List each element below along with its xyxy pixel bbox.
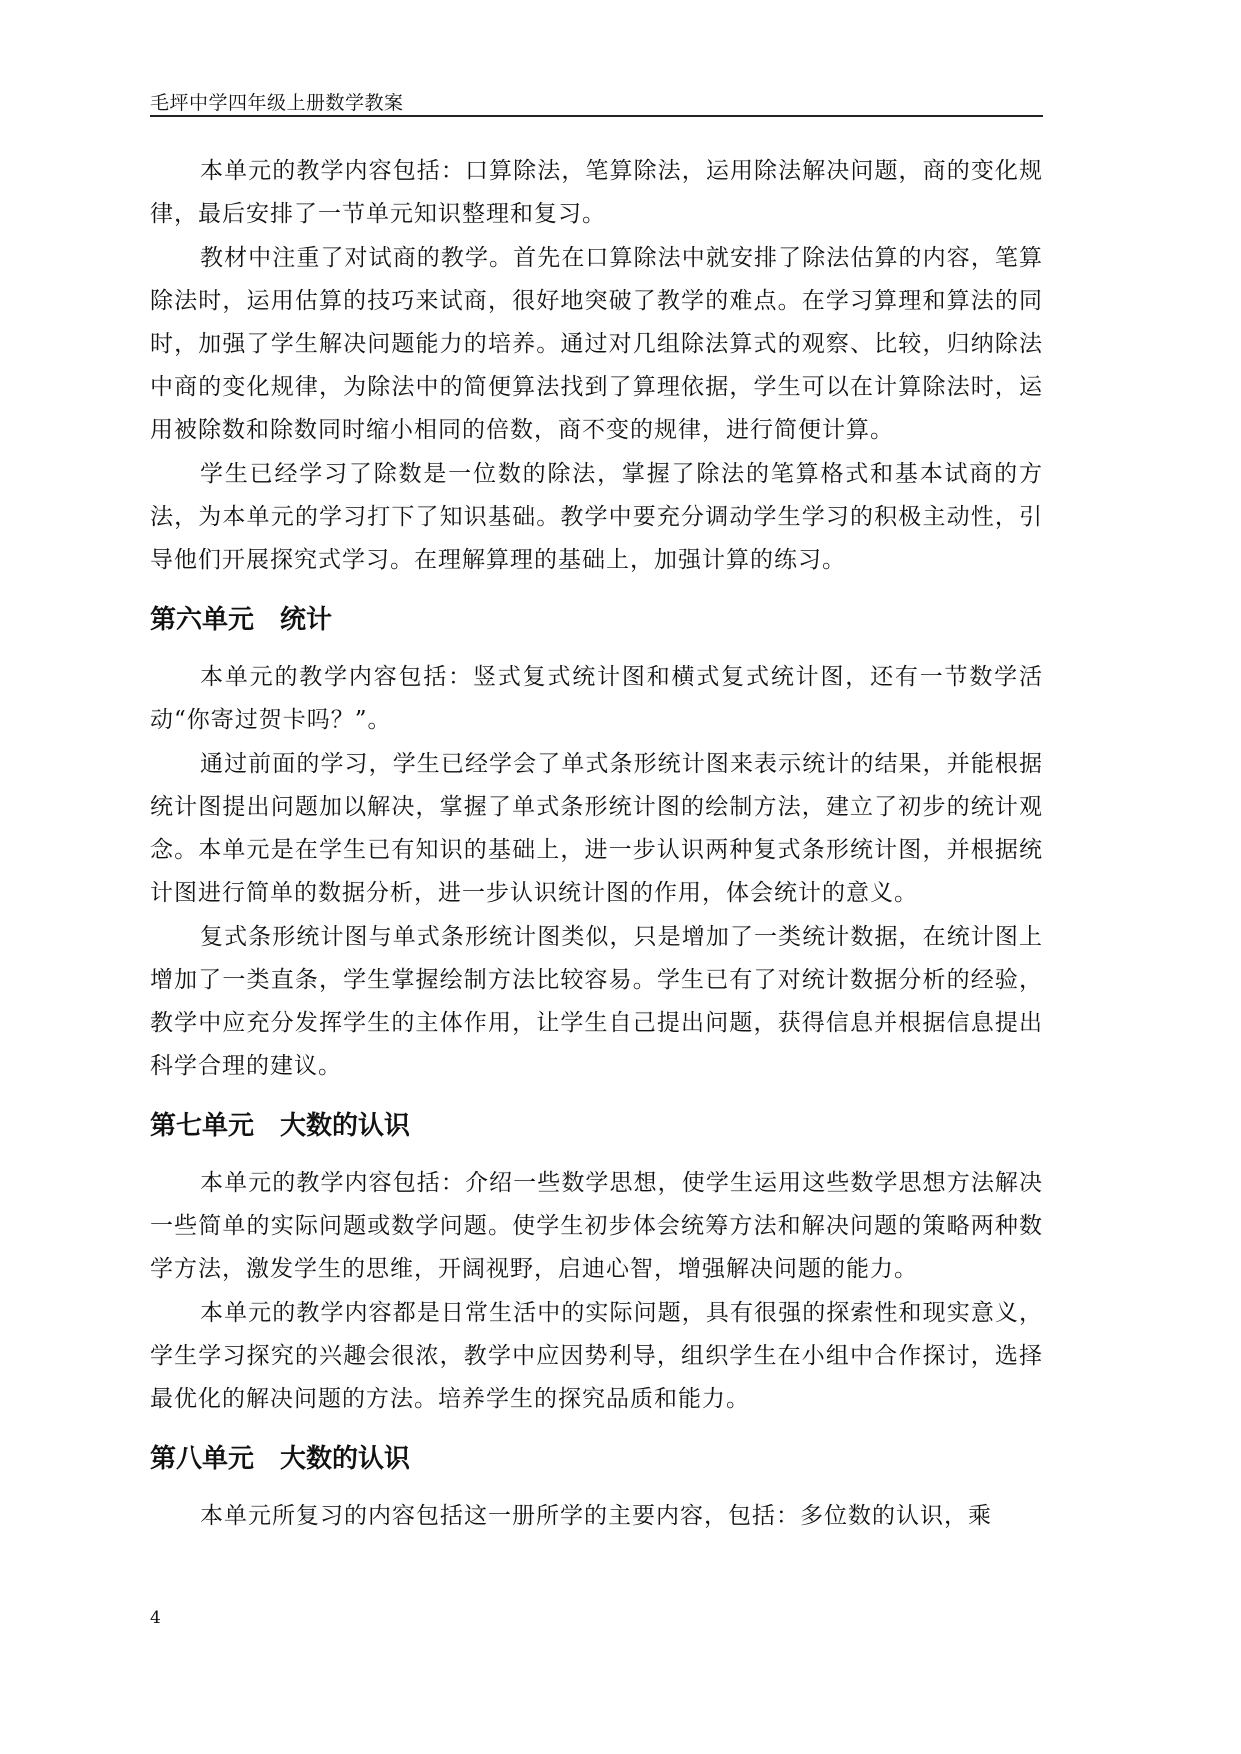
section-heading: 第七单元 大数的认识 bbox=[150, 1111, 411, 1141]
document-body bbox=[150, 150, 1043, 1539]
paragraph: 本单元的教学内容都是日常生活中的实际问题，具有很强的探索性和现实意义，学生学习探究的兴趣会很浓，教学中应因势利导，组织学生在小组中合作探讨，选择最优化的解决问题的方法。培养学生的探究品质和能力。 bbox=[150, 1300, 1043, 1412]
paragraph: 本单元的教学内容包括：介绍一些数学思想，使学生运用这些数学思想方法解决一些简单的实际问题或数学问题。使学生初步体会统筹方法和解决问题的策略两种数学方法，激发学生的思维，开阔视野，启迪心智，增强解决问题的能力。 bbox=[150, 1170, 1043, 1282]
paragraph: 通过前面的学习，学生已经学会了单式条形统计图来表示统计的结果，并能根据统计图提出问题加以解决，掌握了单式条形统计图的绘制方法，建立了初步的统计观念。本单元是在学生已有知识的基础上，进一步认识两种复式条形统计图，并根据统计图进行简单的数据分析，进一步认识统计图的作用，体会统计的意义。 bbox=[150, 751, 1043, 906]
paragraph: 复式条形统计图与单式条形统计图类似，只是增加了一类统计数据，在统计图上增加了一类直条，学生掌握绘制方法比较容易。学生已有了对统计数据分析的经验，教学中应充分发挥学生的主体作用，让学生自己提出问题，获得信息并根据信息提出科学合理的建议。 bbox=[150, 924, 1043, 1079]
page-number: 4 bbox=[150, 1608, 161, 1628]
paragraph: 学生已经学习了除数是一位数的除法，掌握了除法的笔算格式和基本试商的方法，为本单元的学习打下了知识基础。教学中要充分调动学生学习的积极主动性，引导他们开展探究式学习。在理解算理的基础上，加强计算的练习。 bbox=[150, 461, 1043, 573]
section-heading: 第八单元 大数的认识 bbox=[150, 1444, 411, 1474]
paragraph: 本单元的教学内容包括：竖式复式统计图和横式复式统计图，还有一节数学活动“你寄过贺卡吗？”。 bbox=[150, 664, 1043, 733]
paragraph: 教材中注重了对试商的教学。首先在口算除法中就安排了除法估算的内容，笔算除法时，运用估算的技巧来试商，很好地突破了教学的难点。在学习算理和算法的同时，加强了学生解决问题能力的培养。通过对几组除法算式的观察、比较，归纳除法中商的变化规律，为除法中的简便算法找到了算理依据，学生可以在计算除法时，运用被除数和除数同时缩小相同的倍数，商不变的规律，进行简便计算。 bbox=[150, 245, 1043, 443]
paragraph: 本单元所复习的内容包括这一册所学的主要内容，包括：多位数的认识，乘 bbox=[200, 1503, 992, 1529]
page-header-title: 毛坪中学四年级上册数学教案 bbox=[150, 92, 404, 114]
section-heading: 第六单元 统计 bbox=[150, 605, 333, 635]
header-divider bbox=[150, 115, 1043, 117]
paragraph: 本单元的教学内容包括：口算除法，笔算除法，运用除法解决问题，商的变化规律，最后安排了一节单元知识整理和复习。 bbox=[150, 158, 1043, 227]
